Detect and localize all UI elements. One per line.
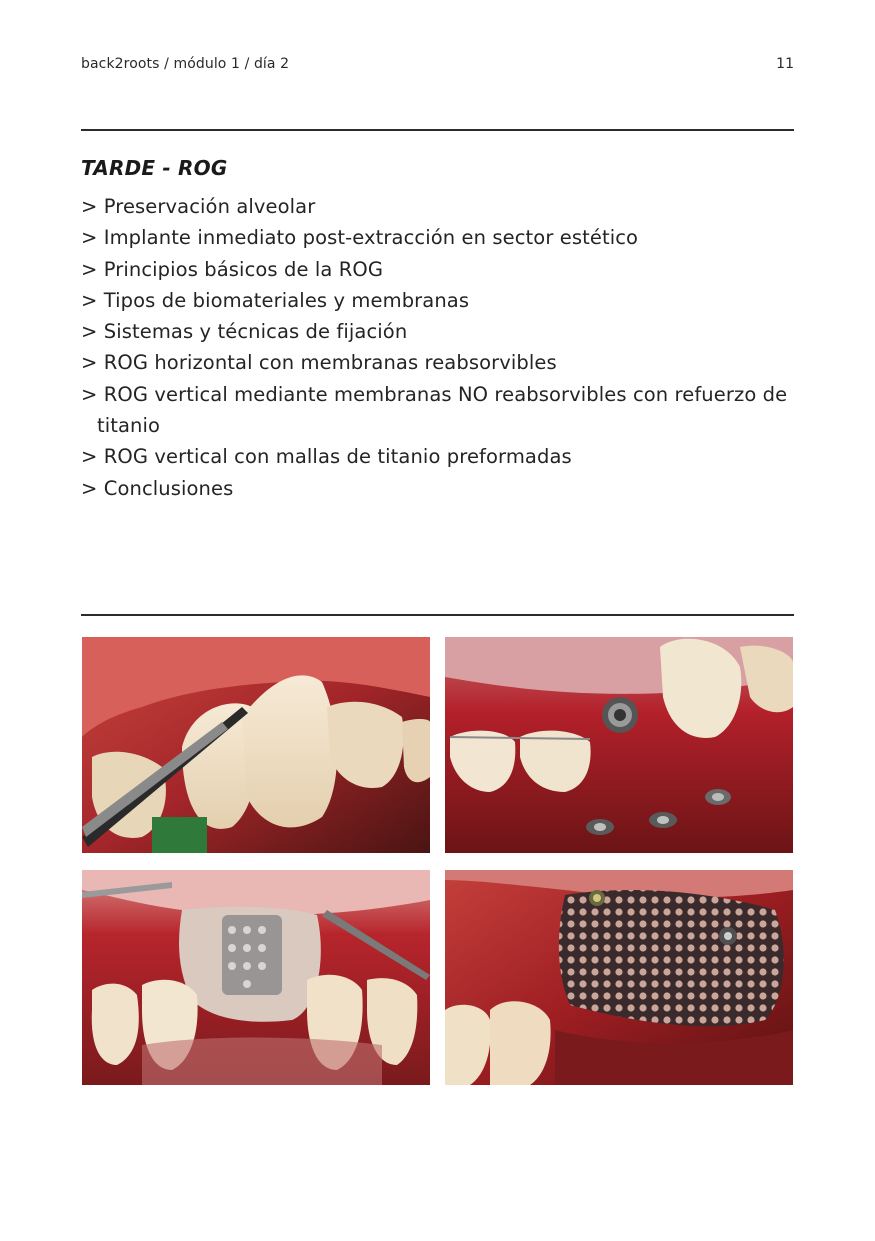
- topic-item: > Conclusiones: [81, 476, 234, 500]
- clinical-photo-implant-icon: [445, 637, 793, 853]
- topic-item: > ROG vertical con mallas de titanio preformadas: [81, 445, 572, 469]
- clinical-photo-incision-icon: [82, 637, 430, 853]
- topic-item: > Principios básicos de la ROG: [81, 257, 384, 281]
- bottom-divider: [81, 614, 794, 616]
- section-title: TARDE - ROG: [81, 156, 228, 180]
- clinical-photo-incision: [82, 637, 430, 853]
- clinical-photo-membrane: [82, 870, 430, 1085]
- topic-list: [81, 191, 794, 504]
- topic-item: > Preservación alveolar: [81, 195, 316, 218]
- topic-item: > Implante inmediato post-extracción en sector estético: [81, 226, 639, 250]
- page-number: 11: [776, 56, 794, 72]
- clinical-photo-implant: [445, 637, 793, 853]
- topic-item: > Sistemas y técnicas de fijación: [81, 320, 408, 344]
- running-title: back2roots / módulo 1 / día 2: [81, 56, 290, 72]
- topic-item: > ROG vertical mediante membranas NO reabsorvibles con refuerzo de titanio: [81, 382, 788, 438]
- topic-item: > Tipos de biomateriales y membranas: [81, 288, 470, 312]
- topic-item: > ROG horizontal con membranas reabsorvibles: [81, 351, 557, 375]
- clinical-photo-membrane-icon: [82, 870, 430, 1085]
- page-header: [81, 56, 794, 76]
- top-divider: [81, 129, 794, 131]
- clinical-photo-titanium-mesh: [445, 870, 793, 1085]
- clinical-photo-titanium-mesh-icon: [445, 870, 793, 1085]
